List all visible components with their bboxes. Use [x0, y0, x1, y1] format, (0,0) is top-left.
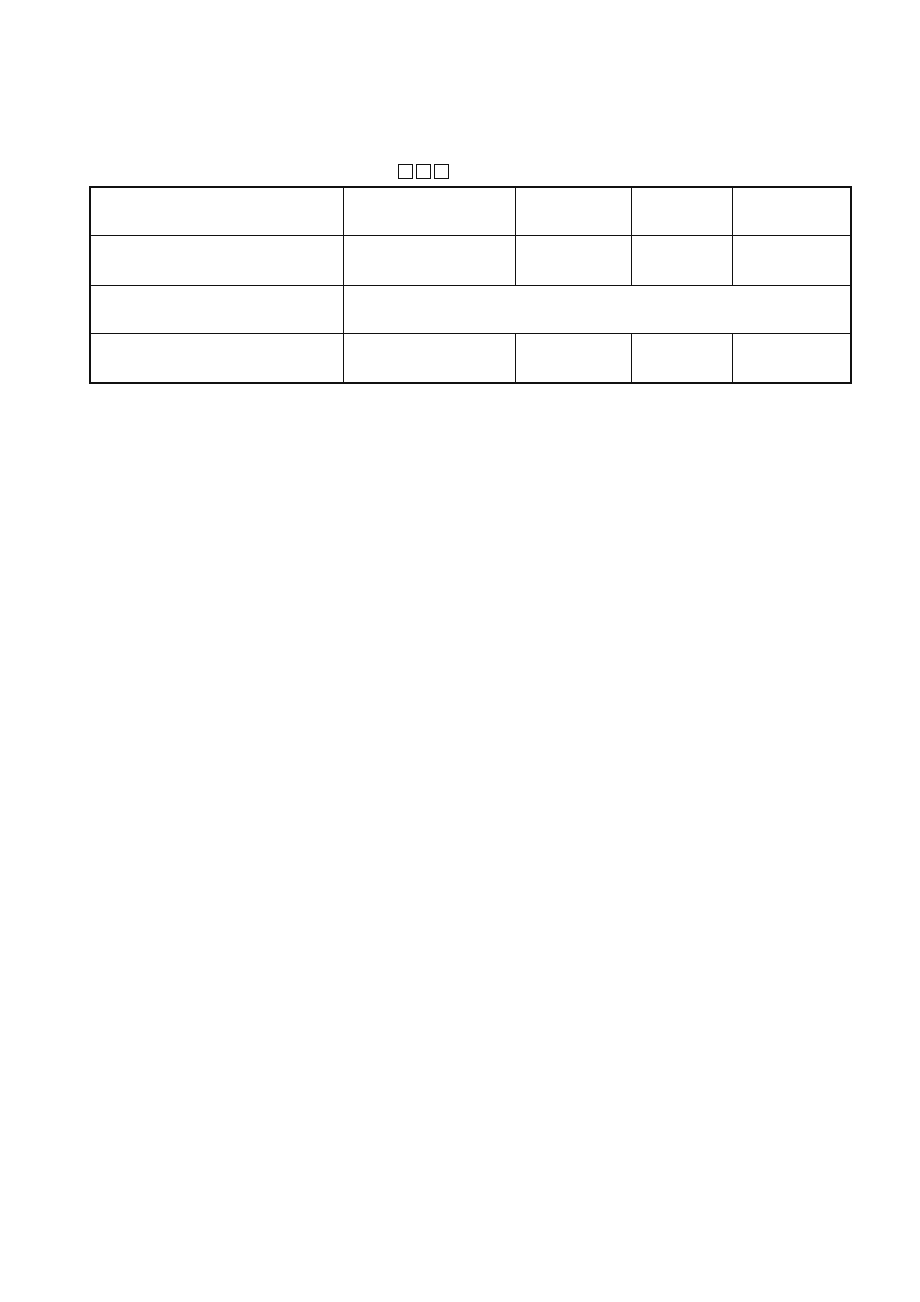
construction-unit-label [90, 235, 343, 285]
checkbox[interactable] [398, 164, 413, 179]
checkbox[interactable] [416, 164, 431, 179]
inspection-form-table [89, 186, 852, 384]
foreman-value[interactable] [631, 235, 732, 285]
sub-pm-label [515, 333, 631, 383]
serial-number [395, 164, 449, 181]
sub-pm-value[interactable] [631, 333, 732, 383]
sub-project-label [515, 187, 631, 235]
construction-unit-value[interactable] [343, 235, 515, 285]
standard-value [343, 285, 851, 333]
accept-dept-cell [732, 187, 851, 235]
subcontractor-value[interactable] [343, 333, 515, 383]
team-leader-cell [732, 333, 851, 383]
sub-project-value[interactable] [631, 187, 732, 235]
project-name-label [90, 187, 343, 235]
project-name-value[interactable] [343, 187, 515, 235]
foreman-label [515, 235, 631, 285]
subcontractor-label [90, 333, 343, 383]
checkbox[interactable] [434, 164, 449, 179]
standard-label [90, 285, 343, 333]
pm-cell [732, 235, 851, 285]
